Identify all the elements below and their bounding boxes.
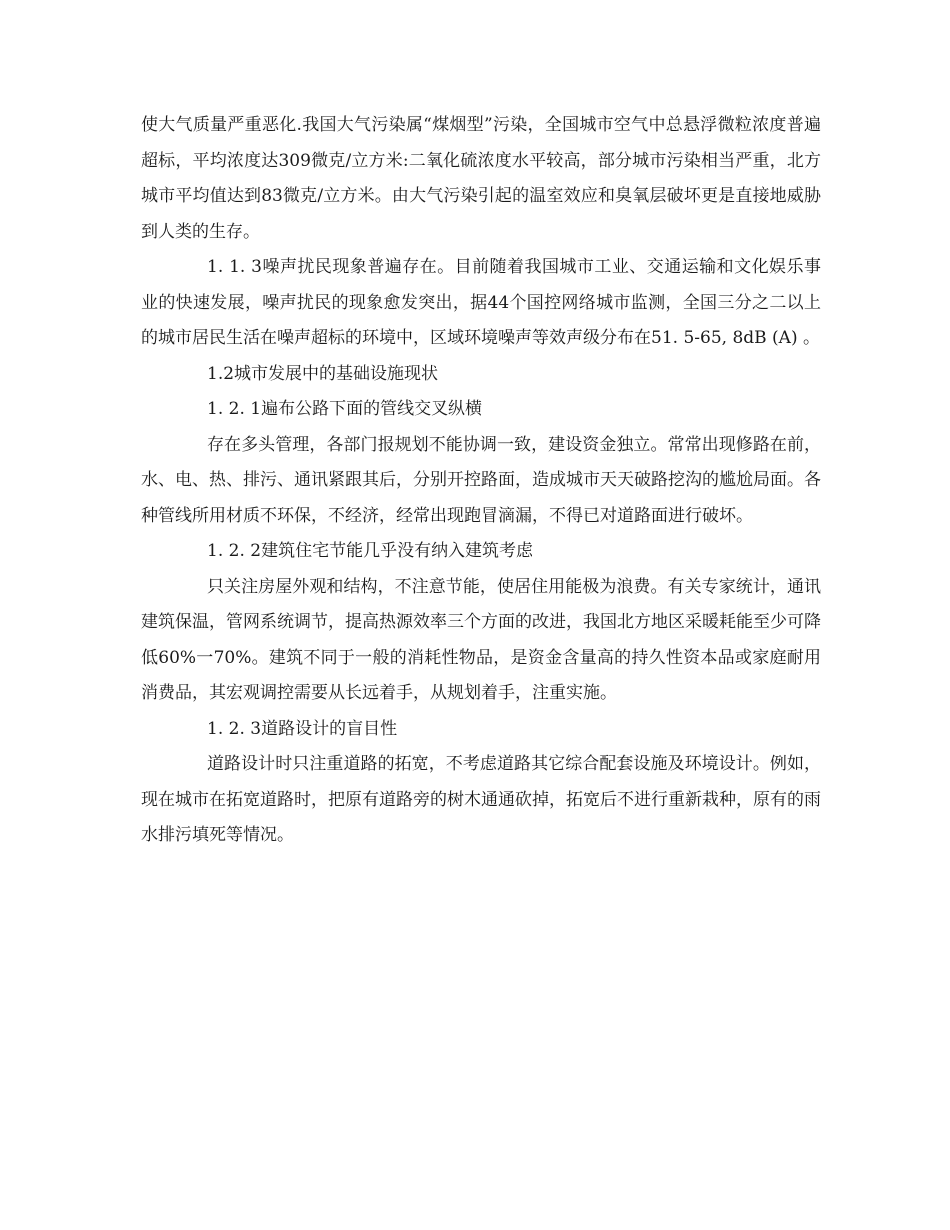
paragraph-1: 使大气质量严重恶化.我国大气污染属“煤烟型”污染，全国城市空气中总悬浮微粒浓度普遍超标，平均浓度达309微克/立方米:二氧化硫浓度水平较高，部分城市污染相当严重，北方城市平均值达到83微克/立方米。由大气污染引起的温室效应和臭氧层破坏更是直接地威胁到人类的生存。 bbox=[141, 115, 821, 242]
paragraph-2: 1. 1. 3噪声扰民现象普遍存在。目前随着我国城市工业、交通运输和文化娱乐事业的快速发展，噪声扰民的现象愈发突出，据44个国控网络城市监测，全国三分之二以上的城市居民生活在噪声超标的环境中，区域环境噪声等效声级分布在51. 5-65, 8dB (A) 。 bbox=[141, 257, 821, 348]
subsection-heading-1-2-3: 1. 2. 3道路设计的盲目性 bbox=[207, 718, 398, 739]
paragraph-4: 只关注房屋外观和结构，不注意节能，使居住用能极为浪费。有关专家统计，通讯建筑保温，管网系统调节，提高热源效率三个方面的改进，我国北方地区采暖耗能至少可降低60%一70%。建筑不同于一般的消耗性物品，是资金含量高的持久性资本品或家庭耐用消费品，其宏观调控需要从长远着手，从规划着手，注重实施。 bbox=[141, 576, 821, 703]
section-heading-1-2: 1.2城市发展中的基础设施现状 bbox=[207, 363, 439, 384]
paragraph-5: 道路设计时只注重道路的拓宽，不考虑道路其它综合配套设施及环境设计。例如，现在城市在拓宽道路时，把原有道路旁的树木通通砍掉，拓宽后不进行重新栽种，原有的雨水排污填死等情况。 bbox=[141, 754, 821, 845]
document-body bbox=[141, 108, 821, 854]
subsection-heading-1-2-2: 1. 2. 2建筑住宅节能几乎没有纳入建筑考虑 bbox=[207, 541, 534, 561]
paragraph-3: 存在多头管理，各部门报规划不能协调一致，建设资金独立。常常出现修路在前，水、电、热、排污、通讯紧跟其后，分别开控路面，造成城市天天破路挖沟的尴尬局面。各种管线所用材质不环保，不经济，经常出现跑冒滴漏，不得已对道路面进行破坏。 bbox=[141, 434, 821, 526]
subsection-heading-1-2-1: 1. 2. 1遍布公路下面的管线交叉纵横 bbox=[207, 399, 483, 419]
